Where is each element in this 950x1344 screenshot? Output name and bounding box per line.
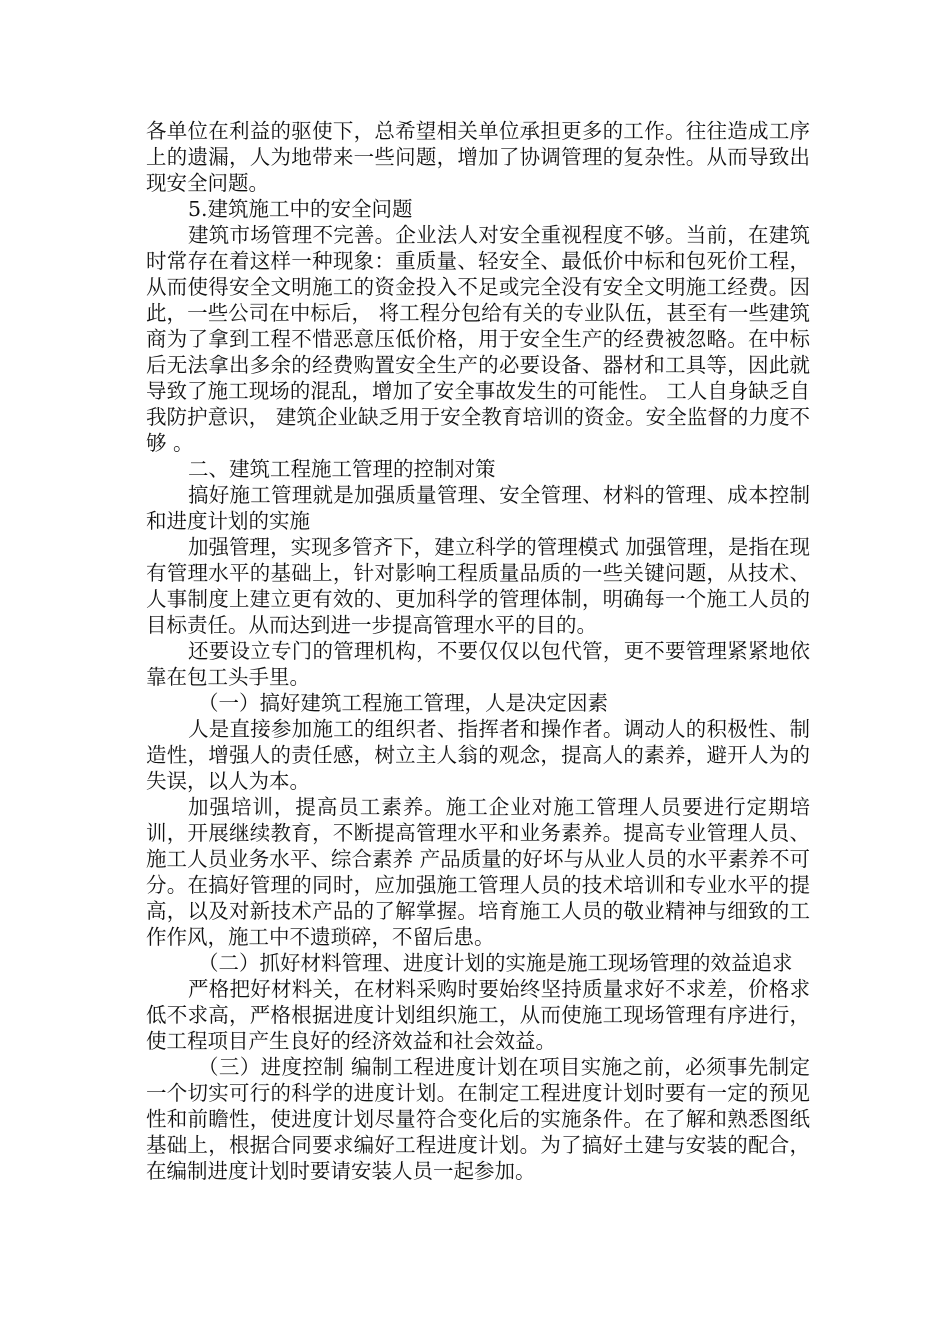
section-heading-2: 二、建筑工程施工管理的控制对策 [188,457,496,481]
paragraph-3: 搞好施工管理就是加强质量管理、安全管理、材料的管理、成本控制和进度计划的实施 [146,483,810,533]
paragraph-6: 人是直接参加施工的组织者、指挥者和操作者。调动人的积极性、制造性，增强人的责任感，树立主人翁的观念，提高人的素养，避开人为的失误，以人为本。 [146,717,810,793]
paragraph-4: 加强管理，实现多管齐下，建立科学的管理模式 加强管理，是指在现有管理水平的基础上，针对影响工程质量品质的一些关键问题，从技术、人事制度上建立更有效的、更加科学的管理体制，明确每一个施工人员的目标责任。从而达到进一步提高管理水平的目的。 [146,535,810,637]
paragraph-9: （三）进度控制 编制工程进度计划在项目实施之前，必须事先制定一个切实可行的科学的进度计划。在制定工程进度计划时要有一定的预见性和前瞻性，使进度计划尽量符合变化后的实施条件。在了解和熟悉图纸基础上，根据合同要求编好工程进度计划。为了搞好土建与安装的配合，在编制进度计划时要请安装人员一起参加。 [146,1055,810,1183]
paragraph-2: 建筑市场管理不完善。企业法人对安全重视程度不够。当前，在建筑时常存在着这样一种现象：重质量、轻安全、最低价中标和包死价工程，从而使得安全文明施工的资金投入不足或完全没有安全文明施工经费。因此，一些公司在中标后， 将工程分包给有关的专业队伍，甚至有一些建筑商为了拿到工程不惜恶意压低价格，用于安全生产的经费被忽略。在中标后无法拿出多余的经费购置安全生产的必要设备、器材和工具等，因此就导致了施工现场的混乱，增加了安全事故发生的可能性。 工人自身缺乏自我防护意识， 建筑企业缺乏用于安全教育培训的资金。安全监督的力度不够 。 [146,223,810,455]
paragraph-8: 严格把好材料关，在材料采购时要始终坚持质量求好不求差，价格求低不求高，严格根据进度计划组织施工，从而使施工现场管理有序进行，使工程项目产生良好的经济效益和社会效益。 [146,977,810,1053]
subheading-1: （一）搞好建筑工程施工管理，人是决定因素 [198,691,608,715]
document-body [146,118,810,1184]
subheading-2: （二）抓好材料管理、进度计划的实施是施工现场管理的效益追求 [198,951,793,975]
section-heading-5: 5.建筑施工中的安全问题 [188,197,413,221]
paragraph-1: 各单位在利益的驱使下，总希望相关单位承担更多的工作。往往造成工序上的遗漏，人为地带来一些问题，增加了协调管理的复杂性。从而导致出现安全问题。 [146,119,810,195]
paragraph-7: 加强培训，提高员工素养。施工企业对施工管理人员要进行定期培训，开展继续教育，不断提高管理水平和业务素养。提高专业管理人员、施工人员业务水平、综合素养 产品质量的好坏与从业人员的水平素养不可分。在搞好管理的同时，应加强施工管理人员的技术培训和专业水平的提高，以及对新技术产品的了解掌握。培育施工人员的敬业精神与细致的工作作风，施工中不遗琐碎，不留后患。 [146,795,810,949]
paragraph-5: 还要设立专门的管理机构，不要仅仅以包代管，更不要管理紧紧地依靠在包工头手里。 [146,639,810,689]
